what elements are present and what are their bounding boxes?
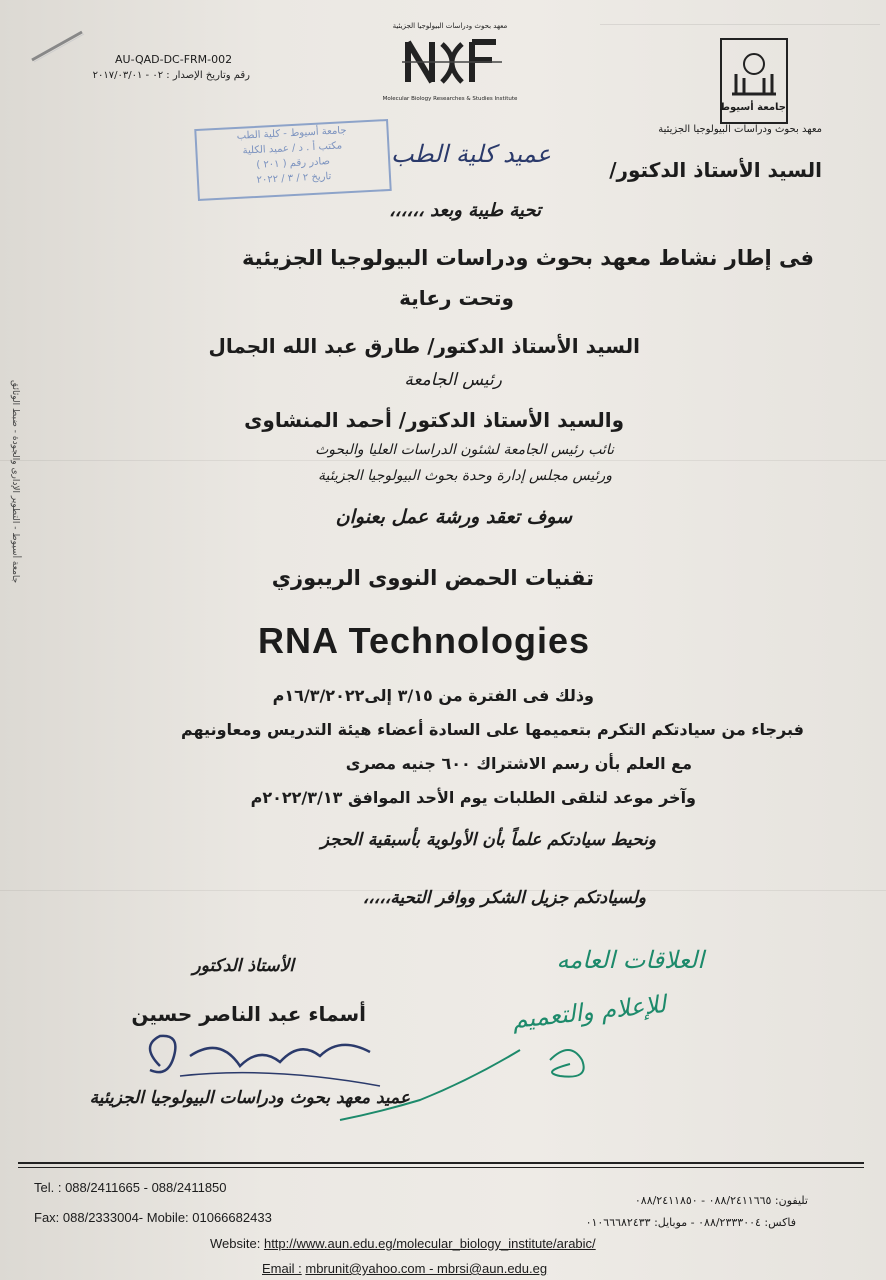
side-margin-text: جامعة أسيوط - التطوير الإدارى والجودة - ضبط الوثائق (10, 380, 20, 584)
institute-name-header: معهد بحوث ودراسات البيولوجيا الجزيئية (658, 124, 822, 135)
dna-logo-icon (402, 34, 502, 90)
footer-divider (18, 1167, 864, 1168)
footer-fax-ar: فاكس: ٠٨٨/٢٣٣٣٠٠٤ - موبايل: ٠١٠٦٦٦٨٢٤٣٣ (585, 1216, 796, 1229)
workshop-intro: سوف تعقد ورشة عمل بعنوان (335, 506, 572, 528)
logo-english-text: Molecular Biology Researches & Studies Institute (382, 96, 518, 102)
blue-signature-icon (120, 1026, 400, 1096)
signatory-name: أسماء عبد الناصر حسين (131, 1002, 366, 1026)
deadline-line: وآخر موعد لتلقى الطلبات يوم الأحد الموافق ٢٠٢٢/٣/١٣م (250, 788, 696, 807)
university-emblem-icon (722, 44, 786, 104)
university-logo-text: جامعة أسيوط (719, 102, 786, 113)
logo-top-text: معهد بحوث ودراسات البيولوجيا الجزيئية (392, 22, 508, 30)
received-stamp (194, 119, 392, 201)
handwritten-note-line2: للإعلام والتعميم (510, 990, 668, 1034)
request-line: فبرجاء من سيادتكم التكرم بتعميمها على السادة أعضاء هيئة التدريس ومعاونيهم (180, 720, 804, 739)
university-logo (720, 38, 788, 124)
bleed-through-text (600, 4, 880, 25)
greeting: تحية طيبة وبعد ،،،،،، (388, 200, 541, 221)
email-link[interactable]: mbrunit@yahoo.com - mbrsi@aun.edu.eg (305, 1261, 548, 1276)
paper-fold (0, 460, 886, 461)
patron2-name: والسيد الأستاذ الدكتور/ أحمد المنشاوى (244, 408, 624, 432)
intro-line: فى إطار نشاط معهد بحوث ودراسات البيولوجيا الجزيئية (241, 246, 814, 270)
closing-line: ولسيادتكم جزيل الشكر ووافر التحية،،،،، (362, 888, 646, 908)
workshop-title-english: RNA Technologies (258, 620, 591, 661)
signatory-position: عميد معهد بحوث ودراسات البيولوجيا الجزيئية (89, 1088, 410, 1108)
signatory-title: الأستاذ الدكتور (192, 956, 294, 976)
addressee-handwritten: عميد كلية الطب (390, 140, 551, 168)
patronage-line: وتحت رعاية (399, 286, 514, 310)
priority-line: ونحيط سيادتكم علماً بأن الأولوية بأسبقية الحجز (320, 830, 656, 850)
patron2-title2: ورئيس مجلس إدارة وحدة بحوث البيولوجيا الجزيئية (317, 468, 612, 484)
workshop-title-arabic: تقنيات الحمض النووى الريبوزي (271, 566, 594, 590)
patron2-title1: نائب رئيس الجامعة لشئون الدراسات العليا والبحوث (315, 442, 614, 458)
stamp-line: جامعة أسيوط - كلية الطب (236, 125, 347, 142)
institute-logo (380, 22, 520, 112)
fee-line: مع العلم بأن رسم الاشتراك ٦٠٠ جنيه مصرى (345, 754, 692, 773)
patron1-title: رئيس الجامعة (404, 370, 502, 390)
footer-tel-en: Tel. : 088/2411665 - 088/2411850 (34, 1180, 227, 1195)
handwritten-note-line1: العلاقات العامه (556, 946, 704, 974)
footer-tel-ar: تليفون: ٠٨٨/٢٤١١٦٦٥ - ٠٨٨/٢٤١١٨٥٠ (634, 1194, 808, 1207)
stamp-line: تاريخ ٢ / ٣ / ٢٠٢٢ (256, 171, 332, 186)
addressee-label: السيد الأستاذ الدكتور/ (609, 158, 822, 182)
patron1-name: السيد الأستاذ الدكتور/ طارق عبد الله الجمال (208, 334, 640, 358)
form-code: AU-QAD-DC-FRM-002 (115, 53, 233, 66)
footer-fax-en: Fax: 088/2333004- Mobile: 01066682433 (34, 1210, 272, 1225)
period-line: وذلك فى الفترة من ٣/١٥ إلى١٦/٣/٢٠٢٢م (272, 686, 594, 705)
website-link[interactable]: http://www.aun.edu.eg/molecular_biology_institute/arabic/ (263, 1236, 596, 1251)
issue-number: رقم وتاريخ الإصدار : ٠٢ - ٢٠١٧/٠٣/٠١ (92, 70, 250, 81)
website-label: Website: (210, 1236, 261, 1251)
paper-clip-icon (28, 26, 88, 66)
email-label: Email : (262, 1261, 302, 1276)
footer-divider (18, 1162, 864, 1164)
stamp-line: مكتب أ . د / عميد الكلية (242, 140, 343, 157)
stamp-line: صادر رقم ( ٢٠١ ) (256, 156, 331, 171)
